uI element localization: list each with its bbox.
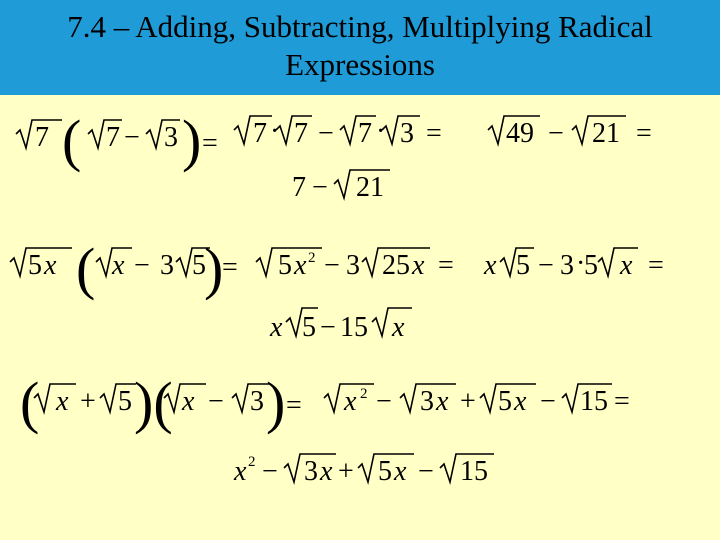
svg-text:x: x	[182, 386, 195, 417]
svg-text:15: 15	[580, 386, 608, 417]
svg-text:x: x	[56, 386, 69, 417]
svg-text:5: 5	[498, 386, 512, 417]
svg-text:3: 3	[250, 386, 264, 417]
svg-text:7: 7	[292, 172, 306, 203]
svg-text:21: 21	[592, 118, 620, 149]
svg-text:5: 5	[584, 250, 598, 281]
example-1-expression	[16, 108, 652, 173]
svg-text:+: +	[338, 456, 354, 487]
svg-text:5: 5	[28, 250, 42, 281]
svg-text:x: x	[270, 312, 283, 343]
svg-text:−: −	[548, 118, 564, 149]
example-3-result	[233, 454, 494, 487]
svg-text:+: +	[80, 386, 96, 417]
svg-text:(: (	[62, 108, 82, 173]
svg-text:=: =	[648, 250, 664, 281]
math-content	[0, 95, 720, 540]
svg-text:−: −	[318, 118, 334, 149]
svg-text:3: 3	[400, 118, 414, 149]
svg-text:5: 5	[516, 250, 530, 281]
title-line-1: 7.4 – Adding, Subtracting, Multiplying Radical	[67, 9, 653, 44]
example-2-expression	[10, 236, 664, 301]
svg-text:=: =	[286, 390, 302, 421]
svg-text:=: =	[426, 118, 442, 149]
svg-text:−: −	[320, 312, 336, 343]
svg-text:3: 3	[304, 456, 318, 487]
svg-text:x: x	[514, 386, 527, 417]
svg-text:7: 7	[253, 118, 267, 149]
svg-text:5: 5	[278, 250, 292, 281]
svg-text:x: x	[294, 250, 307, 281]
svg-text:−: −	[124, 122, 140, 153]
svg-text:7: 7	[35, 122, 49, 153]
svg-text:3: 3	[346, 250, 360, 281]
svg-text:x: x	[484, 250, 497, 281]
svg-text:7: 7	[294, 118, 308, 149]
svg-text:3: 3	[164, 122, 178, 153]
svg-text:): )	[182, 108, 202, 173]
svg-text:=: =	[438, 250, 454, 281]
svg-text:=: =	[222, 252, 238, 283]
svg-text:·: ·	[376, 116, 386, 147]
svg-text:5: 5	[192, 250, 206, 281]
svg-text:21: 21	[356, 172, 384, 203]
svg-text:=: =	[202, 128, 218, 159]
svg-text:2: 2	[248, 454, 256, 470]
svg-text:5: 5	[118, 386, 132, 417]
svg-text:x: x	[44, 250, 57, 281]
svg-text:−: −	[312, 172, 328, 203]
svg-text:−: −	[376, 386, 392, 417]
svg-text:−: −	[540, 386, 556, 417]
svg-text:2: 2	[308, 250, 316, 266]
svg-text:x: x	[320, 456, 333, 487]
svg-text:−: −	[208, 386, 224, 417]
svg-text:x: x	[436, 386, 449, 417]
svg-text:3: 3	[160, 250, 174, 281]
svg-text:(: (	[20, 370, 40, 435]
svg-text:−: −	[262, 456, 278, 487]
svg-text:+: +	[460, 386, 476, 417]
svg-text:·: ·	[270, 116, 280, 147]
svg-text:x: x	[112, 250, 125, 281]
title-line-2: Expressions	[285, 47, 435, 82]
svg-text:25: 25	[382, 250, 410, 281]
svg-text:x: x	[412, 250, 425, 281]
svg-text:3: 3	[420, 386, 434, 417]
svg-text:−: −	[324, 250, 340, 281]
example-3-expression	[20, 370, 630, 435]
svg-text:(: (	[76, 236, 96, 301]
svg-text:=: =	[614, 386, 630, 417]
svg-text:x: x	[344, 386, 357, 417]
slide-title	[0, 0, 720, 95]
svg-text:49: 49	[506, 118, 534, 149]
svg-text:x: x	[392, 312, 405, 343]
svg-text:): )	[266, 370, 286, 435]
svg-text:2: 2	[360, 386, 368, 402]
svg-text:−: −	[134, 250, 150, 281]
svg-text:15: 15	[460, 456, 488, 487]
svg-text:−: −	[538, 250, 554, 281]
svg-text:x: x	[394, 456, 407, 487]
svg-text:·: ·	[576, 248, 586, 279]
svg-text:5: 5	[378, 456, 392, 487]
svg-text:=: =	[636, 118, 652, 149]
svg-text:7: 7	[358, 118, 372, 149]
svg-text:): )	[204, 236, 224, 301]
svg-text:)(: )(	[134, 370, 173, 435]
svg-text:5: 5	[302, 312, 316, 343]
svg-text:7: 7	[106, 122, 120, 153]
example-2-result	[269, 308, 412, 343]
svg-text:−: −	[418, 456, 434, 487]
svg-text:3: 3	[560, 250, 574, 281]
svg-text:x: x	[234, 456, 247, 487]
example-1-result	[292, 170, 390, 203]
svg-text:15: 15	[340, 312, 368, 343]
svg-text:x: x	[620, 250, 633, 281]
